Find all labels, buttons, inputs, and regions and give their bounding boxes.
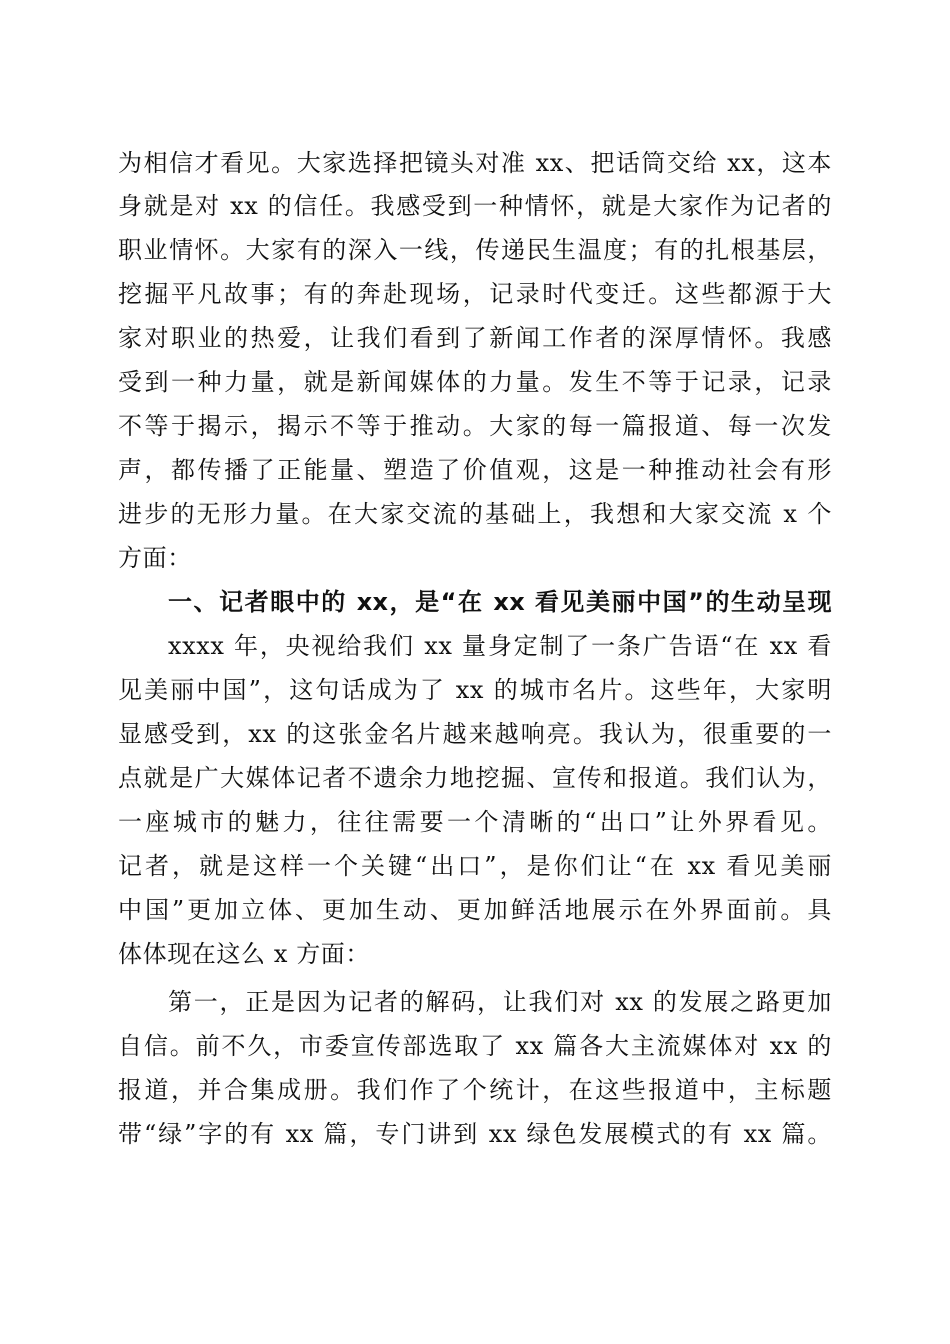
paragraph-3-line-2: 自信。前不久，市委宣传部选取了 xx 篇各大主流媒体对 xx 的 [118,1032,832,1060]
paragraph-1-line-1: 为相信才看见。大家选择把镜头对准 xx、把话筒交给 xx，这本 [118,149,832,177]
paragraph-2-line-7: 中国”更加立体、更加生动、更加鲜活地展示在外界面前。具 [118,896,832,924]
paragraph-1-line-4: 挖掘平凡故事；有的奔赴现场，记录时代变迁。这些都源于大 [118,280,832,308]
section-heading-1: 一、记者眼中的 xx，是“在 xx 看见美丽中国”的生动呈现 [168,588,832,616]
paragraph-3-line-1: 第一，正是因为记者的解码，让我们对 xx 的发展之路更加 [168,988,832,1016]
paragraph-3-line-3: 报道，并合集成册。我们作了个统计，在这些报道中，主标题 [118,1076,832,1104]
paragraph-2-line-1: xxxx 年，央视给我们 xx 量身定制了一条广告语“在 xx 看 [168,632,832,660]
paragraph-2-line-6: 记者，就是这样一个关键“出口”，是你们让“在 xx 看见美丽 [118,852,832,880]
paragraph-2-line-2: 见美丽中国”，这句话成为了 xx 的城市名片。这些年，大家明 [118,676,832,704]
paragraph-2-line-4: 点就是广大媒体记者不遗余力地挖掘、宣传和报道。我们认为， [118,764,832,792]
paragraph-1-line-8: 声，都传播了正能量、塑造了价值观，这是一种推动社会有形 [118,456,832,484]
paragraph-2-line-3: 显感受到，xx 的这张金名片越来越响亮。我认为，很重要的一 [118,720,832,748]
paragraph-3-line-4: 带“绿”字的有 xx 篇，专门讲到 xx 绿色发展模式的有 xx 篇。 [118,1120,832,1148]
paragraph-1-line-7: 不等于揭示，揭示不等于推动。大家的每一篇报道、每一次发 [118,412,832,440]
paragraph-1-line-9: 进步的无形力量。在大家交流的基础上，我想和大家交流 x 个 [118,500,832,528]
paragraph-2-line-5: 一座城市的魅力，往往需要一个清晰的“出口”让外界看见。 [118,808,832,836]
paragraph-1-line-5: 家对职业的热爱，让我们看到了新闻工作者的深厚情怀。我感 [118,324,832,352]
paragraph-1-line-3: 职业情怀。大家有的深入一线，传递民生温度；有的扎根基层， [118,236,832,264]
paragraph-1-line-2: 身就是对 xx 的信任。我感受到一种情怀，就是大家作为记者的 [118,192,832,220]
paragraph-1-line-6: 受到一种力量，就是新闻媒体的力量。发生不等于记录，记录 [118,368,832,396]
paragraph-2-line-8: 体体现在这么 x 方面： [118,940,370,968]
paragraph-1-line-10: 方面： [118,544,192,572]
